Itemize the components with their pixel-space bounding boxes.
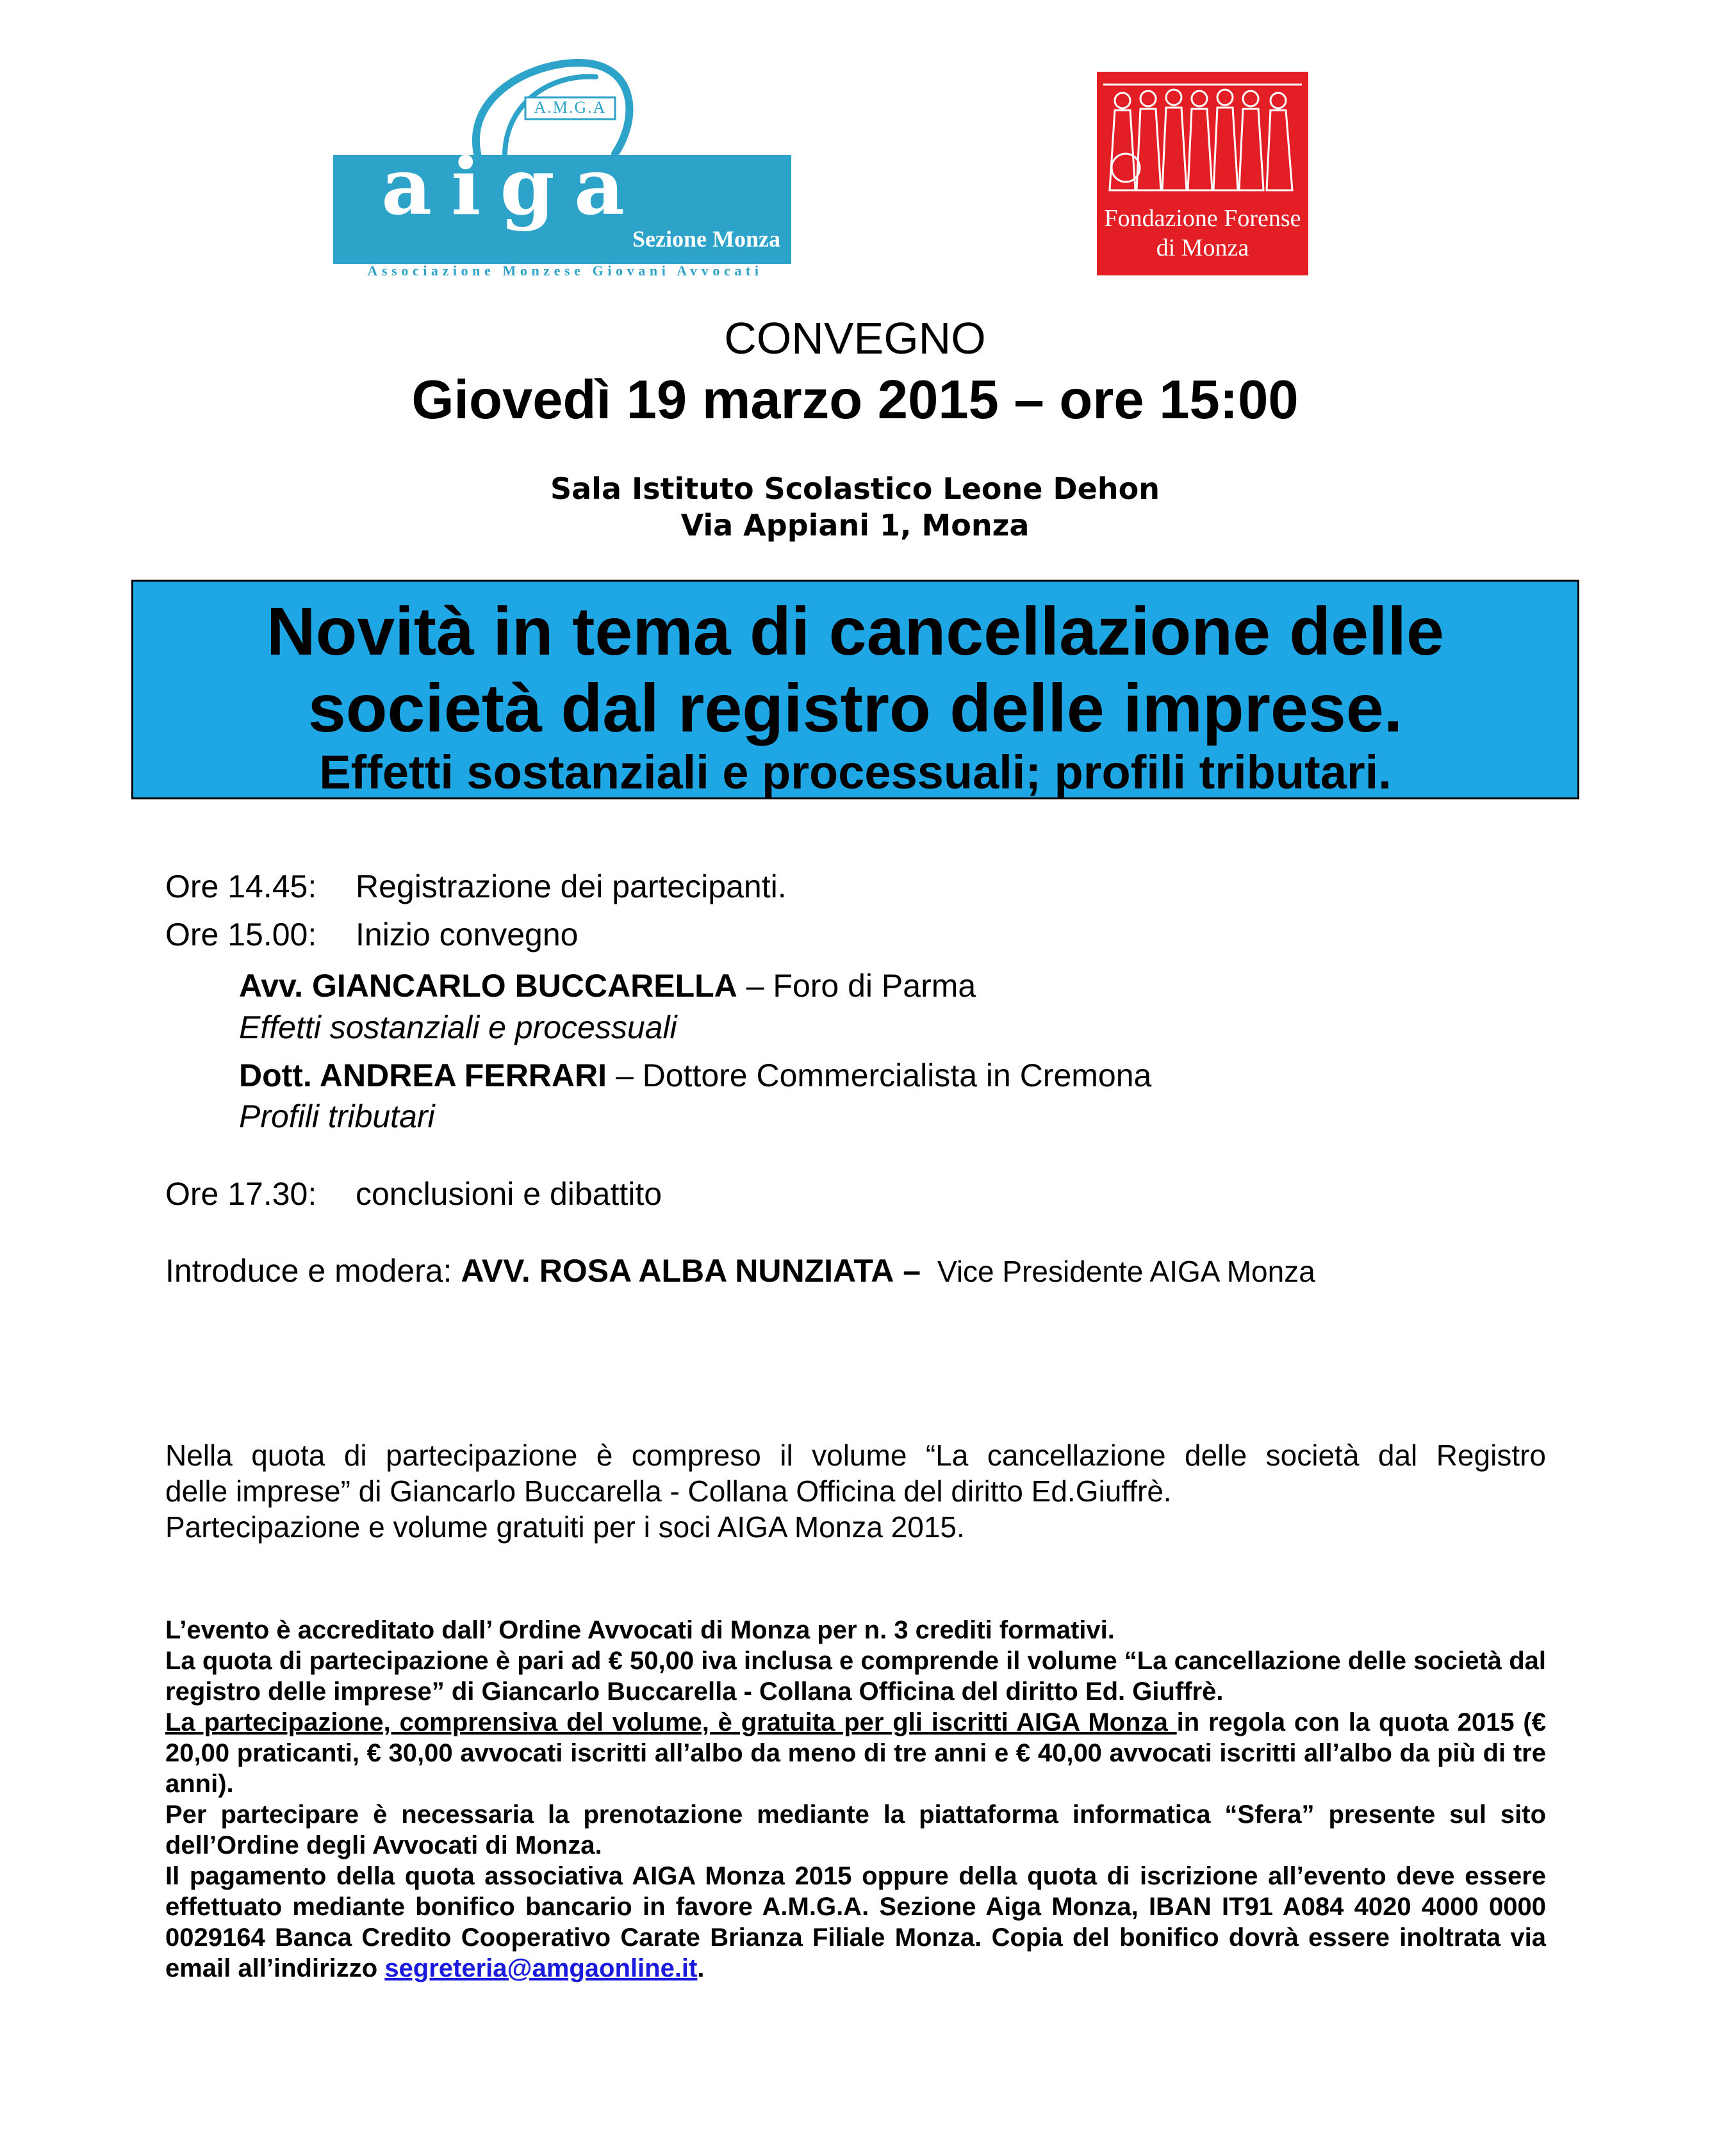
programme-row-closing [0, 1175, 1710, 1213]
event-kind: CONVEGNO [724, 313, 986, 363]
aiga-tagline: Associazione Monzese Giovani Avvocati [367, 263, 763, 279]
event-title-box [131, 580, 1579, 799]
event-details [165, 1615, 1546, 1984]
event-date: Giovedì 19 marzo 2015 – ore 15:00 [411, 370, 1299, 430]
speaker-2-topic-row [0, 1097, 1710, 1136]
event-title-line2: società dal registro delle imprese. [308, 671, 1403, 746]
event-subtitle: Effetti sostanziali e processuali; profili tributari. [319, 746, 1392, 799]
registration-text: Registrazione dei partecipanti. [356, 869, 787, 904]
moderator-row [165, 1252, 1315, 1290]
aiga-logo [333, 58, 794, 285]
aiga-wordmark: aiga [381, 140, 644, 233]
start-time: Ore 15.00: [165, 917, 317, 952]
closing-text: conclusioni e dibattito [356, 1176, 662, 1212]
moderator-dash: – [903, 1253, 921, 1289]
accreditation-text: L’evento è accreditato dall’ Ordine Avvocati di Monza per n. 3 crediti formativi. [165, 1616, 1115, 1644]
aiga-section-text: Sezione Monza [632, 226, 780, 252]
speaker-2 [0, 1056, 1710, 1095]
moderator-role: Vice Presidente AIGA Monza [937, 1255, 1315, 1288]
fee-text: La quota di partecipazione è pari ad € 50,00 iva inclusa e comprende il volume “La cancellazione delle società dal registro delle imprese” di Giancarlo Buccarella - Collana Officina del diritto Ed. Giuffrè. [165, 1647, 1546, 1706]
moderator-label: Introduce e modera: [165, 1253, 452, 1289]
fondazione-forense-logo [1097, 72, 1308, 275]
speaker-1-topic: Effetti sostanziali e processuali [239, 1009, 677, 1045]
payment-block [165, 1861, 1546, 1984]
moderator-name: AVV. ROSA ALBA NUNZIATA [461, 1253, 894, 1289]
volume-note-line2: delle imprese” di Giancarlo Buccarella - Collana Officina del diritto Ed.Giuffrè. [165, 1474, 1172, 1508]
fondazione-figures-icon [1097, 72, 1308, 200]
speaker-1-topic-row [0, 1008, 1710, 1047]
programme-row-start [0, 915, 1710, 954]
fondazione-name-line1: Fondazione Forense [1104, 205, 1301, 232]
programme-row-registration [0, 867, 1710, 906]
speaker-1-affiliation: – Foro di Parma [746, 968, 976, 1004]
event-title-line1: Novità in tema di cancellazione delle [267, 594, 1444, 669]
free-participation-underlined: La partecipazione, comprensiva del volume, è gratuita per gli iscritti AIGA Monza [165, 1708, 1177, 1736]
speaker-1 [0, 967, 1710, 1005]
speaker-2-topic: Profili tributari [239, 1098, 435, 1134]
free-participation [165, 1707, 1546, 1799]
volume-note-line3: Partecipazione e volume gratuiti per i soci AIGA Monza 2015. [165, 1510, 965, 1544]
payment-end: . [697, 1954, 705, 1982]
closing-time: Ore 17.30: [165, 1176, 317, 1212]
free-participation-rest: in regola con la quota 2015 (€ 20,00 praticanti, € 30,00 avvocati iscritti all’albo da meno di tre anni e € 40,00 avvocati iscritti all’albo da più di tre anni). [165, 1708, 1546, 1798]
venue-address: Via Appiani 1, Monza [680, 508, 1030, 543]
speaker-1-name: Avv. GIANCARLO BUCCARELLA [239, 968, 737, 1004]
booking-text: Per partecipare è necessaria la prenotazione mediante la piattaforma informatica “Sfera” presente sul sito dell’Ordine degli Avvocati di Monza. [165, 1801, 1546, 1859]
speaker-2-affiliation: – Dottore Commercialista in Cremona [615, 1058, 1152, 1093]
fondazione-name-line2: di Monza [1156, 234, 1249, 261]
venue-name: Sala Istituto Scolastico Leone Dehon [550, 471, 1160, 506]
volume-note-line1: Nella quota di partecipazione è compreso il volume “La cancellazione delle società dal Registro [165, 1439, 1546, 1472]
volume-note [165, 1437, 1546, 1545]
registration-time: Ore 14.45: [165, 869, 317, 904]
amga-badge-text: A.M.G.A [534, 98, 607, 117]
email-link[interactable]: segreteria@amgaonline.it [384, 1954, 698, 1982]
speaker-2-name: Dott. ANDREA FERRARI [239, 1058, 607, 1093]
start-text: Inizio convegno [356, 917, 579, 952]
payment-text: Il pagamento della quota associativa AIGA Monza 2015 oppure della quota di iscrizione all’evento deve essere effettuato mediante bonifico bancario in favore A.M.G.A. Sezione Aiga Monza, IBAN IT91 A084 4020 4000 0000 0029164 Banca Credito Cooperativo Carate Brianza Filiale Monza. Copia del bonifico dovrà essere inoltrata via email all’indirizzo [165, 1862, 1546, 1982]
